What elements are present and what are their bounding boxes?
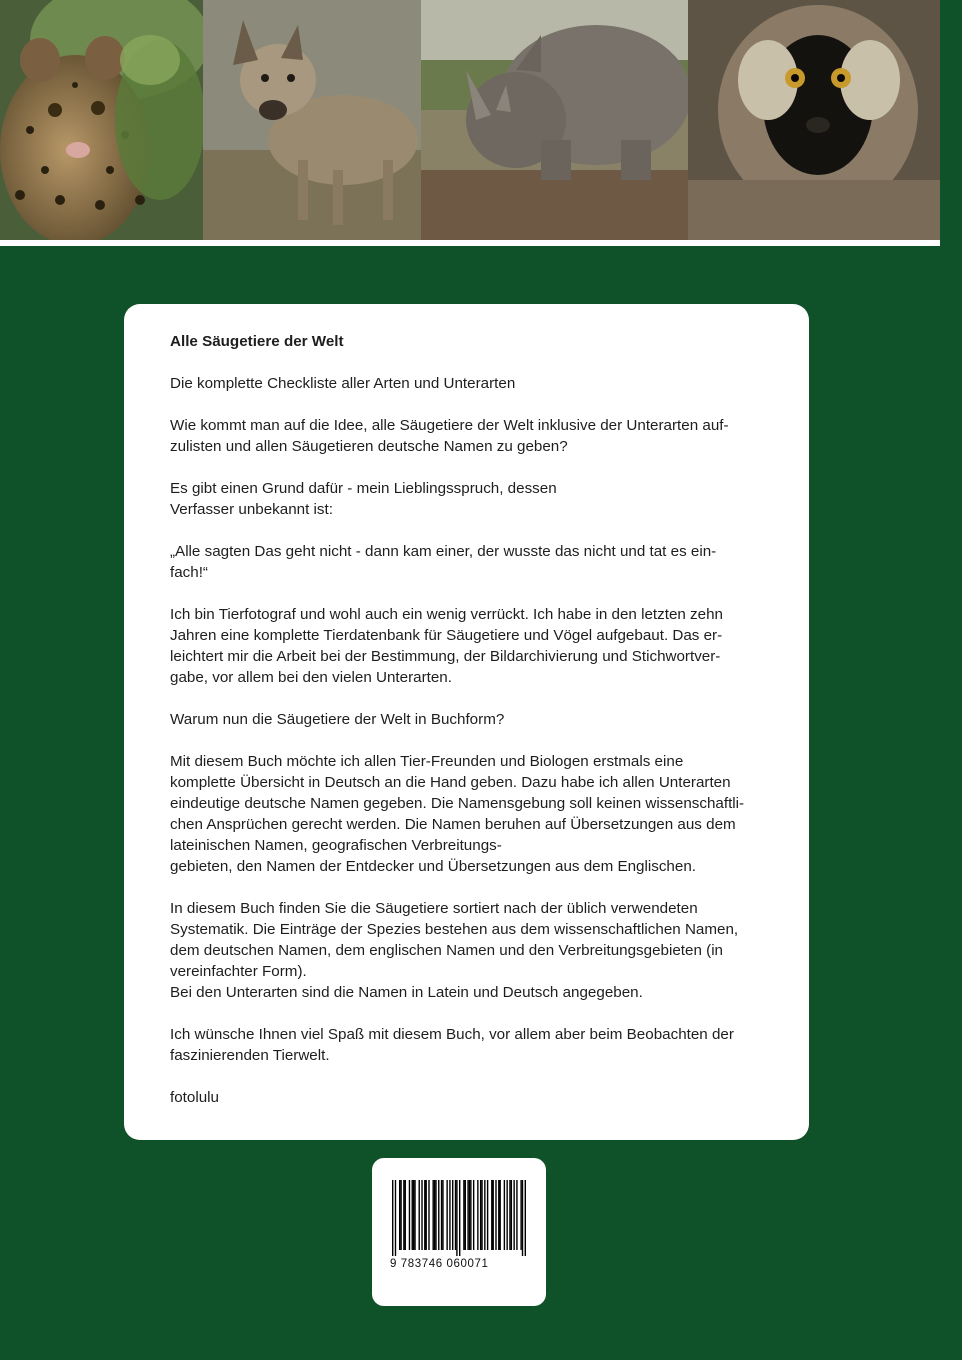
- barcode-bar: [511, 1180, 512, 1250]
- barcode-bar: [465, 1180, 466, 1250]
- barcode-bar: [473, 1180, 474, 1250]
- barcode-bar: [449, 1180, 450, 1250]
- blurb-paragraph: Wie kommt man auf die Idee, alle Säugetiere der Welt inklusive der Unterarten auf- zulisten und allen Säugetieren deutsche Namen zu geben?: [170, 417, 729, 455]
- lemur-photo: [688, 0, 940, 240]
- barcode-bar: [414, 1180, 415, 1250]
- barcode-bar: [452, 1180, 453, 1250]
- blurb-signature: fotolulu: [170, 1089, 219, 1106]
- barcode-bar: [424, 1180, 425, 1250]
- barcode-bar: [463, 1180, 464, 1250]
- barcode-bar: [504, 1180, 505, 1250]
- barcode-bar: [441, 1180, 442, 1250]
- barcode-bar: [480, 1180, 481, 1250]
- blurb-quote: „Alle sagten Das geht nicht - dann kam einer, der wusste das nicht und tat es ein- fach!“: [170, 543, 717, 581]
- barcode-bar: [456, 1180, 457, 1256]
- barcode-bar: [495, 1180, 496, 1250]
- barcode-bar: [467, 1180, 468, 1250]
- barcode-bar: [421, 1180, 422, 1250]
- blurb-paragraph: Es gibt einen Grund dafür - mein Lieblingsspruch, dessen Verfasser unbekannt ist:: [170, 480, 557, 518]
- barcode-bar: [432, 1180, 433, 1250]
- blurb-paragraph: In diesem Buch finden Sie die Säugetiere sortiert nach der üblich verwendeten Systematik. Die Einträge der Spezies bestehen aus dem wissenschaftlichen Namen, dem deutschen Namen, dem englischen Namen und den Verbreitungsgebieten (in vereinfachter Form). Bei den Unterarten sind die Namen in Latein und Deutsch angegeben.: [170, 900, 739, 1001]
- barcode-bar: [442, 1180, 443, 1250]
- barcode-bar: [491, 1180, 492, 1250]
- barcode-bar: [469, 1180, 470, 1250]
- rhinoceros-photo: [421, 0, 688, 240]
- barcode-bar: [405, 1180, 406, 1250]
- blurb-paragraph: Warum nun die Säugetiere der Welt in Buchform?: [170, 711, 505, 728]
- barcode-bar: [419, 1180, 420, 1250]
- photo-strip-border: [0, 240, 940, 246]
- barcode-bar: [516, 1180, 517, 1250]
- barcode-bar: [434, 1180, 435, 1250]
- barcode-bar: [392, 1180, 393, 1256]
- barcode-bar: [455, 1180, 456, 1250]
- barcode-bar: [525, 1180, 526, 1256]
- barcode-bar: [426, 1180, 427, 1250]
- barcode-bar: [399, 1180, 400, 1250]
- blurb-paragraph: Ich bin Tierfotograf und wohl auch ein wenig verrückt. Ich habe in den letzten zehn Jahren eine komplette Tierdatenbank für Säugetiere und Vögel aufgebaut. Das er- leichtert mir die Arbeit bei der Bestimmung, der Bildarchivierung und Stichwortver- gabe, vor allem bei den vielen Unterarten.: [170, 606, 723, 686]
- barcode-bar: [459, 1180, 460, 1256]
- barcode-bar: [487, 1180, 488, 1250]
- barcode-bar: [438, 1180, 439, 1250]
- isbn-digits: 9 783746 060071: [390, 1258, 489, 1270]
- blurb-card: [124, 304, 809, 1140]
- barcode-bar: [499, 1180, 500, 1250]
- barcode-card: [372, 1158, 546, 1306]
- barcode-bar: [493, 1180, 494, 1250]
- barcode-bar: [522, 1180, 523, 1256]
- blurb-paragraph: Mit diesem Buch möchte ich allen Tier-Freunden und Biologen erstmals eine komplette Übersicht in Deutsch an die Hand geben. Dazu habe ich allen Unterarten eindeutige deutsche Namen gegeben. Die Namensgebung soll keinen wissenschaftli- chen Ansprüchen gerecht werden. Die Namen beruhen auf Übersetzungen aus dem lateinischen Namen, geografischen Verbreitungs- gebieten, den Namen der Entdecker und Übersetzungen aus dem Englischen.: [170, 753, 745, 875]
- barcode-bar: [446, 1180, 447, 1250]
- barcode-bar: [409, 1180, 410, 1250]
- barcode-bar: [506, 1180, 507, 1250]
- barcode-bar: [484, 1180, 485, 1250]
- barcode-bar: [509, 1180, 510, 1250]
- barcode-bar: [477, 1180, 478, 1250]
- blurb-subtitle: Die komplette Checkliste aller Arten und Unterarten: [170, 375, 516, 392]
- animal-photo-strip: [0, 0, 940, 240]
- leopard-photo: [0, 0, 203, 240]
- barcode-bar: [498, 1180, 499, 1250]
- blurb-paragraph: Ich wünsche Ihnen viel Spaß mit diesem Buch, vor allem aber beim Beobachten der faszinierenden Tierwelt.: [170, 1026, 734, 1064]
- barcode-bar: [520, 1180, 521, 1250]
- barcode-bar: [395, 1180, 396, 1256]
- barcode-bar: [513, 1180, 514, 1250]
- jackal-photo: [203, 0, 421, 240]
- blurb-title: Alle Säugetiere der Welt: [170, 333, 344, 350]
- barcode-bar: [412, 1180, 413, 1250]
- barcode-bar: [428, 1180, 429, 1250]
- barcode-bar: [400, 1180, 401, 1250]
- barcode-bar: [413, 1180, 414, 1250]
- barcode-bar: [435, 1180, 436, 1250]
- barcode-bar: [481, 1180, 482, 1250]
- barcode-bar: [470, 1180, 471, 1250]
- barcode-bar: [403, 1180, 404, 1250]
- isbn-barcode: [392, 1180, 526, 1256]
